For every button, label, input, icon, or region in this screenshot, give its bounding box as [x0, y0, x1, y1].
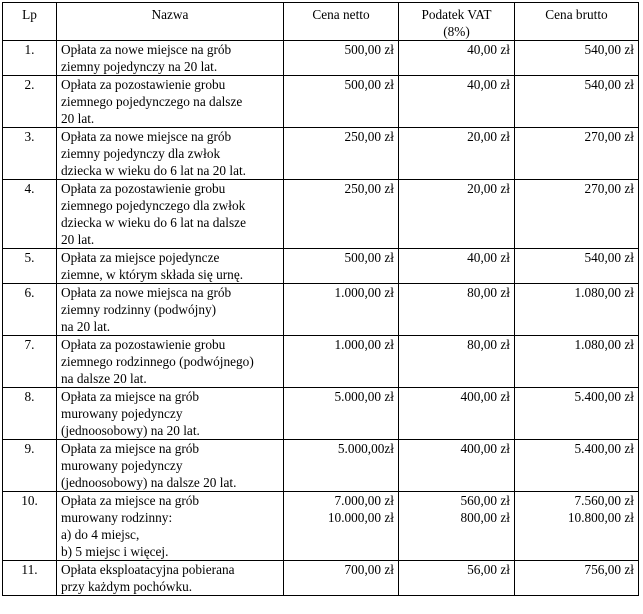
cell-vat-line: 400,00 zł [460, 441, 510, 456]
cell-net-price [284, 561, 399, 596]
cell-name-line: 20 lat. [61, 111, 95, 126]
cell-gross-price-line: 10.800,00 zł [567, 510, 634, 525]
cell-vat [399, 561, 515, 596]
header-gross-price: Cena brutto [515, 3, 639, 41]
cell-gross-price [515, 41, 639, 76]
cell-net-price-line: 500,00 zł [344, 42, 394, 57]
cell-vat [399, 440, 515, 492]
cell-gross-price [515, 128, 639, 180]
cell-gross-price [515, 561, 639, 596]
cell-vat-line: 56,00 zł [467, 562, 510, 577]
cell-net-price-line: 250,00 zł [344, 181, 394, 196]
cell-net-price [284, 180, 399, 249]
cell-gross-price-line: 756,00 zł [584, 562, 634, 577]
cell-name [57, 128, 284, 180]
header-net-price: Cena netto [284, 3, 399, 41]
cell-vat [399, 492, 515, 561]
cell-name-line: na dalsze 20 lat. [61, 371, 147, 386]
cell-name-line: ziemne, w którym składa się urnę. [61, 267, 244, 282]
cell-gross-price-line: 1.080,00 zł [574, 285, 634, 300]
table-row [3, 336, 639, 388]
cell-vat [399, 336, 515, 388]
cell-name [57, 284, 284, 336]
cell-name-line: Opłata za pozostawienie grobu [61, 77, 226, 92]
cell-name [57, 180, 284, 249]
table-row [3, 76, 639, 128]
cell-net-price [284, 76, 399, 128]
cell-net-price-line: 7.000,00 zł [334, 493, 394, 508]
cell-vat-line: 40,00 zł [467, 250, 510, 265]
cell-vat [399, 76, 515, 128]
cell-name-line: Opłata eksploatacyjna pobierana [61, 562, 235, 577]
cell-lp: 9. [3, 440, 57, 492]
cell-name-line: Opłata za miejsce pojedyncze [61, 250, 220, 265]
cell-name [57, 336, 284, 388]
cell-net-price [284, 492, 399, 561]
cell-gross-price [515, 492, 639, 561]
cell-name-line: (jednoosobowy) na dalsze 20 lat. [61, 475, 237, 490]
cell-name-line: ziemny pojedynczy dla zwłok [61, 146, 221, 161]
cell-vat [399, 249, 515, 284]
cell-gross-price-line: 540,00 zł [584, 42, 634, 57]
cell-lp: 3. [3, 128, 57, 180]
cell-name-line: b) 5 miejsc i więcej. [61, 544, 169, 559]
cell-lp: 1. [3, 41, 57, 76]
cell-net-price-line: 700,00 zł [344, 562, 394, 577]
header-vat-label: Podatek VAT [421, 7, 492, 22]
table-row [3, 284, 639, 336]
cell-lp: 10. [3, 492, 57, 561]
cell-net-price-line: 250,00 zł [344, 129, 394, 144]
cell-gross-price [515, 76, 639, 128]
cell-gross-price-line: 1.080,00 zł [574, 337, 634, 352]
cell-net-price-line: 5.000,00zł [337, 441, 394, 456]
cell-lp: 2. [3, 76, 57, 128]
header-row [3, 3, 639, 41]
cell-name-line: (jednoosobowy) na 20 lat. [61, 423, 200, 438]
cell-name-line: ziemnego pojedynczego dla zwłok [61, 198, 246, 213]
cell-vat [399, 41, 515, 76]
cell-lp: 8. [3, 388, 57, 440]
cell-gross-price [515, 284, 639, 336]
cell-name-line: Opłata za nowe miejsce na grób [61, 42, 232, 57]
cell-net-price [284, 41, 399, 76]
cell-vat [399, 284, 515, 336]
cell-lp: 7. [3, 336, 57, 388]
cell-gross-price [515, 249, 639, 284]
table-row [3, 249, 639, 284]
cell-vat-line: 80,00 zł [467, 285, 510, 300]
cell-name-line: 20 lat. [61, 232, 95, 247]
cell-net-price [284, 336, 399, 388]
cell-name-line: Opłata za pozostawienie grobu [61, 181, 226, 196]
cell-vat-line: 400,00 zł [460, 389, 510, 404]
cell-net-price [284, 249, 399, 284]
cell-gross-price-line: 7.560,00 zł [574, 493, 634, 508]
cell-name-line: ziemny rodzinny (podwójny) [61, 302, 217, 317]
cell-gross-price [515, 180, 639, 249]
cell-gross-price [515, 440, 639, 492]
cell-vat-line: 800,00 zł [460, 510, 510, 525]
cell-name [57, 249, 284, 284]
cell-vat-line: 20,00 zł [467, 181, 510, 196]
cell-net-price-line: 500,00 zł [344, 250, 394, 265]
cell-name [57, 76, 284, 128]
table-row [3, 128, 639, 180]
cell-net-price-line: 5.000,00 zł [334, 389, 394, 404]
cell-name-line: dziecka w wieku do 6 lat na 20 lat. [61, 163, 246, 178]
cell-gross-price-line: 540,00 zł [584, 77, 634, 92]
cell-gross-price-line: 5.400,00 zł [574, 441, 634, 456]
table-row [3, 492, 639, 561]
cell-vat-line: 80,00 zł [467, 337, 510, 352]
cell-name-line: murowany pojedynczy [61, 406, 183, 421]
table-row [3, 440, 639, 492]
table-row [3, 561, 639, 596]
cell-vat-line: 560,00 zł [460, 493, 510, 508]
cell-name [57, 388, 284, 440]
cell-name-line: a) do 4 miejsc, [61, 527, 140, 542]
cell-gross-price [515, 336, 639, 388]
table-row [3, 388, 639, 440]
cell-net-price-line: 10.000,00 zł [327, 510, 394, 525]
cell-name-line: na 20 lat. [61, 319, 111, 334]
cell-name-line: ziemnego rodzinnego (podwójnego) [61, 354, 254, 369]
cell-name-line: Opłata za pozostawienie grobu [61, 337, 226, 352]
cell-vat-line: 40,00 zł [467, 77, 510, 92]
cell-net-price [284, 440, 399, 492]
cell-lp: 4. [3, 180, 57, 249]
cell-vat [399, 388, 515, 440]
cell-gross-price-line: 270,00 zł [584, 129, 634, 144]
fee-table [2, 2, 639, 596]
table-row [3, 41, 639, 76]
cell-vat [399, 180, 515, 249]
cell-vat-line: 20,00 zł [467, 129, 510, 144]
cell-vat [399, 128, 515, 180]
cell-name [57, 492, 284, 561]
cell-gross-price [515, 388, 639, 440]
cell-name-line: Opłata za miejsce na grób [61, 493, 200, 508]
cell-name [57, 41, 284, 76]
cell-gross-price-line: 270,00 zł [584, 181, 634, 196]
table-row [3, 180, 639, 249]
cell-lp: 5. [3, 249, 57, 284]
cell-name-line: przy każdym pochówku. [61, 579, 193, 594]
cell-name-line: dziecka w wieku do 6 lat na dalsze [61, 215, 246, 230]
cell-lp: 11. [3, 561, 57, 596]
cell-name-line: Opłata za miejsce na grób [61, 441, 200, 456]
cell-net-price-line: 1.000,00 zł [334, 337, 394, 352]
cell-net-price [284, 388, 399, 440]
header-vat-rate: (8%) [443, 24, 470, 39]
cell-name-line: Opłata za miejsce na grób [61, 389, 200, 404]
cell-name [57, 561, 284, 596]
cell-name-line: murowany rodzinny: [61, 510, 173, 525]
cell-vat-line: 40,00 zł [467, 42, 510, 57]
cell-name-line: Opłata za nowe miejsca na grób [61, 285, 232, 300]
header-vat [399, 3, 515, 41]
cell-name [57, 440, 284, 492]
cell-net-price-line: 500,00 zł [344, 77, 394, 92]
cell-name-line: ziemnego pojedynczego na dalsze [61, 94, 243, 109]
cell-net-price [284, 128, 399, 180]
header-lp: Lp [3, 3, 57, 41]
cell-name-line: ziemny pojedynczy na 20 lat. [61, 59, 218, 74]
cell-name-line: Opłata za nowe miejsce na grób [61, 129, 232, 144]
cell-gross-price-line: 540,00 zł [584, 250, 634, 265]
cell-name-line: murowany pojedynczy [61, 458, 183, 473]
cell-gross-price-line: 5.400,00 zł [574, 389, 634, 404]
cell-net-price-line: 1.000,00 zł [334, 285, 394, 300]
header-name: Nazwa [57, 3, 284, 41]
cell-lp: 6. [3, 284, 57, 336]
cell-net-price [284, 284, 399, 336]
fee-table-body [3, 41, 639, 596]
